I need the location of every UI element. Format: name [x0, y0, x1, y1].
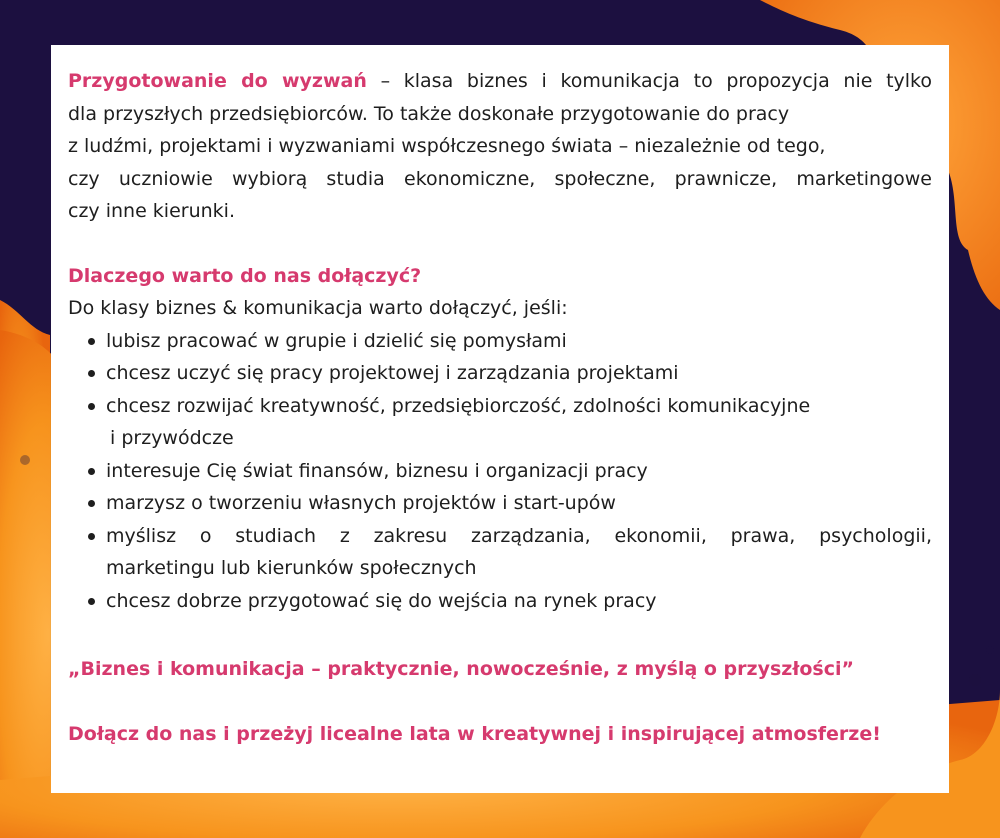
list-item-text-continued: i przywódcze	[110, 427, 234, 449]
intro-line-3: z ludźmi, projektami i wyzwaniami współczesnego świata – niezależnie od tego,	[68, 135, 826, 157]
intro-paragraph	[68, 65, 932, 228]
why-heading: Dlaczego warto do nas dołączyć?	[68, 264, 422, 287]
intro-line-1-rest: – klasa biznes i komunikacja to propozycja nie tylko	[366, 70, 933, 92]
reasons-list	[68, 325, 932, 618]
intro-line-2: dla przyszłych przedsiębiorców. To także doskonałe przygotowanie do pracy	[68, 102, 790, 125]
list-item	[88, 357, 932, 390]
intro-highlight: Przygotowanie do wyzwań	[68, 70, 367, 92]
list-item	[88, 455, 932, 488]
slogan-quote: „Biznes i komunikacja – praktycznie, nowocześnie, z myślą o przyszłości”	[68, 658, 855, 680]
list-item-text: lubisz pracować w grupie i dzielić się pomysłami	[106, 329, 567, 352]
list-item-text: chcesz dobrze przygotować się do wejścia na rynek pracy	[106, 589, 657, 612]
list-item	[88, 390, 932, 455]
content-card	[51, 45, 949, 793]
intro-line-1	[68, 65, 932, 98]
list-item-text-continued: marketingu lub kierunków społecznych	[106, 557, 477, 579]
list-item-text: chcesz rozwijać kreatywność, przedsiębiorczość, zdolności komunikacyjne	[106, 394, 811, 417]
intro-line-5: czy inne kierunki.	[68, 200, 235, 222]
call-to-action: Dołącz do nas i przeżyj licealne lata w kreatywnej i inspirującej atmosferze!	[68, 722, 881, 745]
why-section	[68, 260, 932, 618]
list-item-text: myślisz o studiach z zakresu zarządzania, ekonomii, prawa, psychologii,	[106, 524, 932, 547]
list-item	[88, 520, 932, 585]
list-item-text: chcesz uczyć się pracy projektowej i zarządzania projektami	[106, 362, 679, 384]
list-item-text: interesuje Cię świat finansów, biznesu i organizacji pracy	[106, 459, 648, 482]
why-lead: Do klasy biznes & komunikacja warto dołączyć, jeśli:	[68, 297, 568, 319]
intro-line-4: czy uczniowie wybiorą studia ekonomiczne, społeczne, prawnicze, marketingowe	[68, 167, 932, 190]
list-item	[88, 325, 932, 358]
list-item	[88, 487, 932, 520]
list-item	[88, 585, 932, 618]
list-item-text: marzysz o tworzeniu własnych projektów i start-upów	[106, 492, 616, 514]
